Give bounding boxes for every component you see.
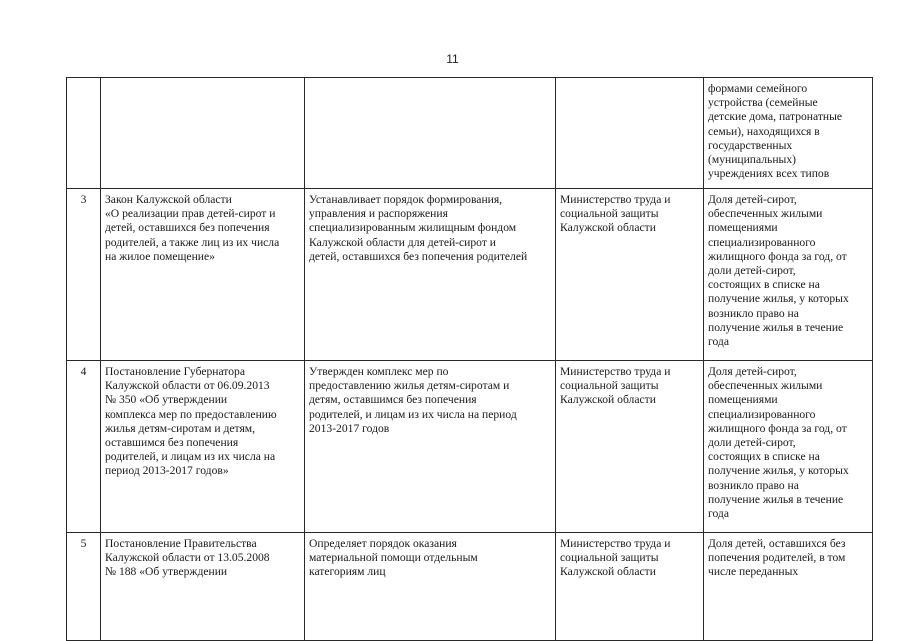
row-number-cell (67, 78, 101, 189)
executor-cell (556, 78, 704, 189)
indicator-cell: Доля детей-сирот, обеспеченных жилыми помещениями специализированного жилищного фонда за год, от доли детей-сирот, состоящих в списке на получение жилья, у которых возникло право на получение жилья в течение года (704, 189, 873, 361)
row-number-cell: 3 (67, 189, 101, 361)
page-number: 11 (446, 52, 459, 66)
table-row (67, 533, 873, 641)
executor-cell: Министерство труда и социальной защиты Калужской области (556, 361, 704, 533)
description-cell: Утвержден комплекс мер по предоставлению жилья детям-сиротам и детям, оставшимся без попечения родителей, и лицам из их числа на период 2013-2017 годов (305, 361, 556, 533)
executor-cell: Министерство труда и социальной защиты Калужской области (556, 533, 704, 641)
indicator-cell: Доля детей, оставшихся без попечения родителей, в том числе переданных (704, 533, 873, 641)
document-cell: Закон Калужской области «О реализации прав детей-сирот и детей, оставшихся без попечения родителей, а также лиц из их числа на жилое помещение» (101, 189, 305, 361)
row-number-cell: 5 (67, 533, 101, 641)
document-cell: Постановление Губернатора Калужской области от 06.09.2013 № 350 «Об утверждении комплекса мер по предоставлению жилья детям-сиротам и детям, оставшимся без попечения родителей, и лицам из их числа на период 2013-2017 годов» (101, 361, 305, 533)
description-cell (305, 78, 556, 189)
document-cell (101, 78, 305, 189)
document-cell: Постановление Правительства Калужской области от 13.05.2008 № 188 «Об утверждении (101, 533, 305, 641)
description-cell: Определяет порядок оказания материальной помощи отдельным категориям лиц (305, 533, 556, 641)
table-row (67, 361, 873, 533)
indicator-cell: формами семейного устройства (семейные детские дома, патронатные семьи), находящихся в государственных (муниципальных) учреждениях всех типов (704, 78, 873, 189)
indicator-cell: Доля детей-сирот, обеспеченных жилыми помещениями специализированного жилищного фонда за год, от доли детей-сирот, состоящих в списке на получение жилья, у которых возникло право на получение жилья в течение года (704, 361, 873, 533)
executor-cell: Министерство труда и социальной защиты Калужской области (556, 189, 704, 361)
document-table (66, 77, 873, 641)
description-cell: Устанавливает порядок формирования, управления и распоряжения специализированным жилищным фондом Калужской области для детей-сирот и детей, оставшихся без попечения родителей (305, 189, 556, 361)
table-row-continuation (67, 78, 873, 189)
table-row (67, 189, 873, 361)
row-number-cell: 4 (67, 361, 101, 533)
